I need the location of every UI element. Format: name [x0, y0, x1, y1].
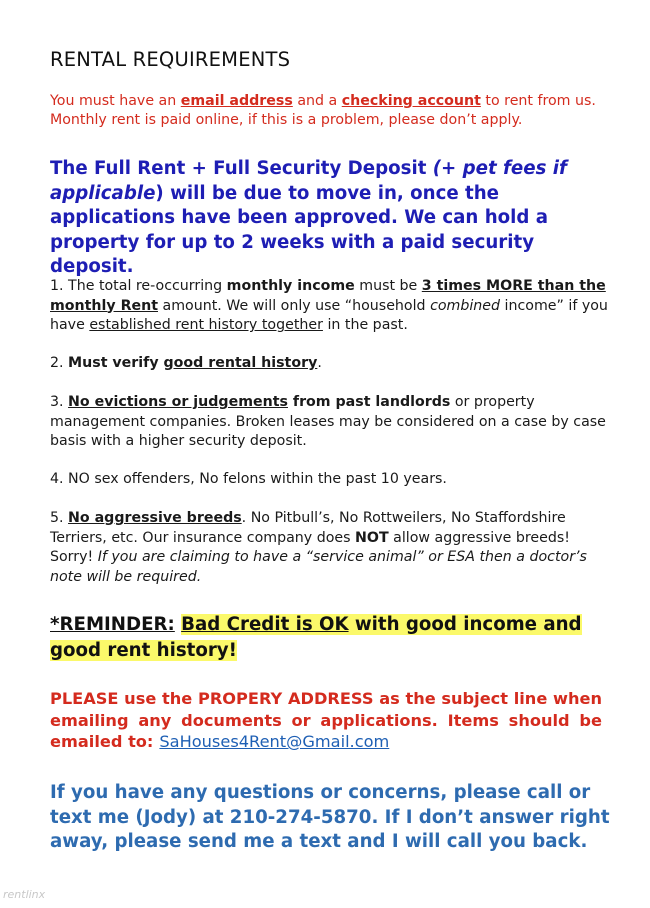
- item1-text-5: in the past.: [322, 317, 408, 333]
- pet-fees-note: (+ pet fees if applicable: [50, 158, 567, 204]
- service-animal-note: If you are claiming to have a “service animal” or ESA then a doctor’s note will be required.: [50, 549, 587, 585]
- requirement-item-1: [50, 277, 610, 336]
- from-past-landlords-term: from past landlords: [287, 394, 451, 410]
- monthly-income-term: monthly income: [226, 278, 355, 294]
- item5-text-1: . No Pitbull’s, No Rottweilers, No Staffordshire Terriers, etc. Our insurance company does: [50, 510, 566, 546]
- email-address-requirement: email address: [180, 93, 293, 109]
- requirement-item-5: [50, 509, 610, 587]
- item1-text-1: 1. The total re-occurring: [50, 278, 227, 294]
- intro-text-2: and a: [292, 93, 342, 109]
- intro-paragraph: [50, 92, 610, 130]
- requirement-item-3: [50, 393, 610, 452]
- deposit-paragraph: [50, 157, 610, 280]
- good-rental-history-term: good rental history: [163, 355, 318, 371]
- item1-text-4: income” if you have: [50, 297, 608, 333]
- item3-text: or property management companies. Broken leases may be considered on a case by case basis with a higher security deposit.: [50, 394, 606, 449]
- no-aggressive-breeds-term: No aggressive breeds: [68, 510, 242, 526]
- subject-line-text: PLEASE use the PROPERY ADDRESS as the subject line when emailing any documents or applications. Items should be emailed to:: [50, 689, 602, 751]
- contact-paragraph: If you have any questions or concerns, please call or text me (Jody) at 210-274-5870. If I don’t answer right away, please send me a text and I will call you back.: [50, 782, 610, 852]
- combined-term: combined: [430, 297, 501, 314]
- requirement-item-2: [50, 354, 610, 374]
- reminder-text-highlight: with good income and good rent history!: [50, 614, 582, 661]
- item5-text-2: allow aggressive breeds! Sorry!: [50, 529, 570, 565]
- checking-account-requirement: checking account: [341, 93, 481, 109]
- subject-line-paragraph: [50, 688, 602, 753]
- established-history-term: established rent history together: [89, 317, 323, 333]
- not-term: NOT: [355, 529, 389, 546]
- item1-text-3: amount. We will only use “household: [158, 297, 431, 314]
- item3-number: 3.: [50, 394, 69, 410]
- reminder-label: *REMINDER:: [50, 614, 175, 635]
- rentlinx-watermark: rentlinx: [3, 888, 46, 901]
- deposit-text-2: ) will be due to move in, once the applications have been approved. We can hold a property for up to 2 weeks with a paid security deposit.: [50, 182, 549, 277]
- intro-text-1: You must have an: [50, 93, 181, 109]
- intro-text-3: to rent from us. Monthly rent is paid online, if this is a problem, please don’t apply.: [50, 93, 596, 128]
- requirement-item-4: 4. NO sex offenders, No felons within the past 10 years.: [50, 471, 447, 487]
- item1-text-2: must be: [354, 278, 422, 294]
- three-times-rent-term: 3 times MORE than the monthly Rent: [50, 278, 606, 314]
- item2-number: 2.: [50, 355, 69, 371]
- bad-credit-ok-highlight: Bad Credit is OK: [181, 614, 349, 635]
- page-title: RENTAL REQUIREMENTS: [50, 48, 291, 71]
- deposit-text-1: The Full Rent + Full Security Deposit: [50, 158, 433, 179]
- item2-period: .: [317, 355, 322, 371]
- no-evictions-term: No evictions or judgements: [68, 394, 288, 410]
- contact-email-link[interactable]: SaHouses4Rent@Gmail.com: [159, 732, 390, 751]
- must-verify-term: Must verify: [68, 355, 164, 371]
- item5-number: 5.: [50, 510, 69, 526]
- reminder-paragraph: [50, 612, 610, 664]
